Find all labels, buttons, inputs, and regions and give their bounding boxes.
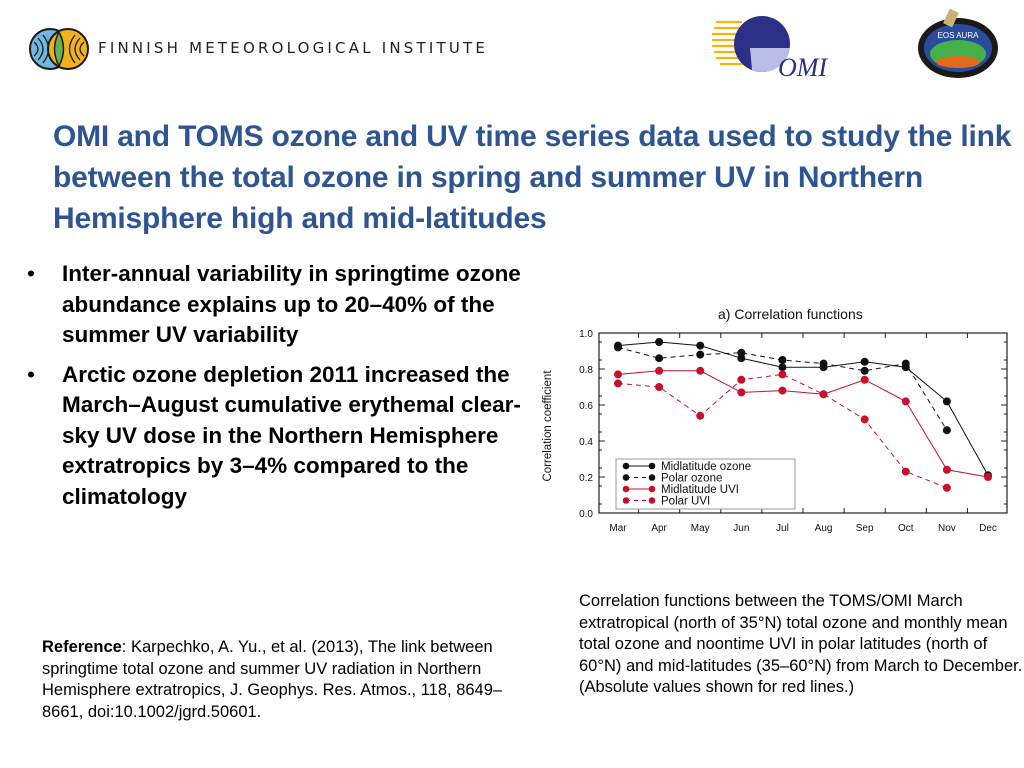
chart-legend <box>616 459 795 509</box>
reference-citation <box>42 637 522 723</box>
data-point <box>778 356 786 364</box>
y-tick-label: 0.6 <box>579 401 593 412</box>
x-tick-label: Sep <box>855 523 874 534</box>
x-tick-label: Nov <box>937 523 956 534</box>
data-point <box>696 412 704 420</box>
legend-item: Midlatitude UVI <box>661 484 739 496</box>
data-point <box>943 466 951 474</box>
chart-title: a) Correlation functions <box>718 306 863 322</box>
omi-logo-text: OMI <box>778 53 828 82</box>
omi-logo-icon <box>712 12 832 82</box>
data-point <box>614 370 622 378</box>
data-point <box>655 338 663 346</box>
x-tick-label: Apr <box>651 523 667 534</box>
data-point <box>820 360 828 368</box>
aura-logo-text: EOS AURA <box>937 31 979 40</box>
data-point <box>820 390 828 398</box>
legend-item: Midlatitude ozone <box>661 461 752 473</box>
data-point <box>902 397 910 405</box>
data-point <box>696 342 704 350</box>
series-line <box>618 342 988 475</box>
data-point <box>943 397 951 405</box>
data-point <box>861 376 869 384</box>
data-point <box>696 367 704 375</box>
bullet-icon: • <box>27 261 35 286</box>
y-tick-label: 0.8 <box>579 365 593 376</box>
reference-label: Reference <box>42 638 122 656</box>
bullet-list <box>22 259 537 521</box>
x-tick-label: Aug <box>814 523 833 534</box>
y-tick-label: 0.2 <box>579 473 593 484</box>
data-point <box>943 426 951 434</box>
data-point <box>984 473 992 481</box>
bullet-text: Inter-annual variability in springtime ozone abundance explains up to 20–40% of the summer UV variability <box>62 261 521 347</box>
slide-title: OMI and TOMS ozone and UV time series data used to study the link between the total ozone in spring and summer UV in Northern Hemisphere high and mid-latitudes <box>53 120 1012 235</box>
data-point <box>696 351 704 359</box>
x-tick-label: Oct <box>897 523 914 534</box>
y-tick-label: 1.0 <box>579 329 593 340</box>
institute-name: FINNISH METEOROLOGICAL INSTITUTE <box>98 39 489 57</box>
legend-item: Polar UVI <box>661 495 711 508</box>
reference-text: : Karpechko, A. Yu., et al. (2013), The link between springtime total ozone and summer UV radiation in Northern Hemisphere extratropics, J. Geophys. Res. Atmos., 118, 8649–8661, doi:10.1002/jgrd.50601. <box>42 638 503 721</box>
eos-aura-logo-icon <box>916 8 1000 80</box>
y-tick-label: 0.0 <box>579 509 593 520</box>
bullet-item <box>22 259 537 351</box>
data-point <box>655 354 663 362</box>
data-point <box>902 360 910 368</box>
x-tick-label: Jun <box>733 523 750 534</box>
chart-caption: Correlation functions between the TOMS/OMI March extratropical (north of 35°N) total ozone and monthly mean total ozone and noontime UVI in polar latitudes (north of 60°N) and mid-latitudes (35–60°N) from March to December. (Absolute values shown for red lines.) <box>579 592 1023 696</box>
correlation-chart <box>530 298 1024 548</box>
data-point <box>655 367 663 375</box>
data-point <box>655 383 663 391</box>
data-point <box>778 370 786 378</box>
data-point <box>778 387 786 395</box>
fmi-logo-icon <box>28 24 90 74</box>
data-point <box>778 363 786 371</box>
x-tick-label: Dec <box>979 523 997 534</box>
data-point <box>614 343 622 351</box>
data-point <box>737 349 745 357</box>
data-point <box>861 358 869 366</box>
data-point <box>737 376 745 384</box>
data-point <box>614 379 622 387</box>
bullet-icon: • <box>27 361 35 387</box>
x-tick-label: May <box>690 523 710 534</box>
data-point <box>737 388 745 396</box>
y-tick-label: 0.4 <box>579 437 593 448</box>
y-axis-label: Correlation coefficient <box>542 370 554 482</box>
data-point <box>861 415 869 423</box>
x-tick-label: Jul <box>776 523 789 534</box>
data-point <box>902 468 910 476</box>
bullet-item <box>22 360 537 513</box>
x-tick-label: Mar <box>609 523 627 534</box>
data-point <box>861 367 869 375</box>
legend-item: Polar ozone <box>661 472 723 485</box>
data-point <box>943 484 951 492</box>
bullet-text: Arctic ozone depletion 2011 increased the March–August cumulative erythemal clear-sky UV dose in the Northern Hemisphere extratropics by 3–4% compared to the climatology <box>62 361 521 509</box>
